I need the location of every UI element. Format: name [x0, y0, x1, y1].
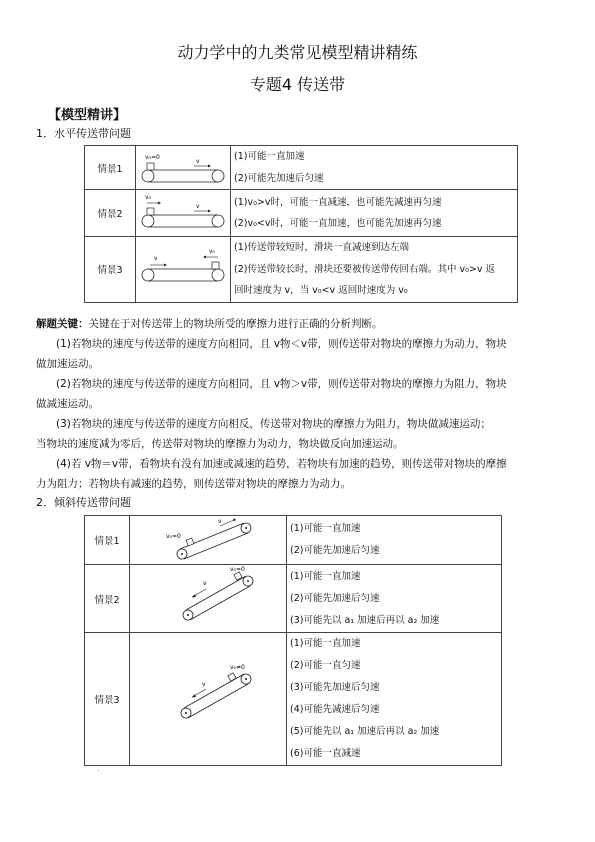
fig-label-v0: v₀ [209, 248, 215, 256]
document-title: 动力学中的九类常见模型精讲精练 [177, 43, 418, 62]
analysis-paragraph: (4)若 v物＝v带，看物块有没有加速或减速的趋势，若物块有加速的趋势，则传送带对物块的摩擦 [56, 458, 507, 470]
belt-figure [130, 565, 287, 633]
fig-label-v: v [196, 203, 200, 210]
fig-label-v: v [154, 255, 158, 263]
belt-figure [130, 516, 287, 565]
scenario-line: (1)v₀>v时，可能一直减速，也可能先减速再匀速 [234, 196, 442, 208]
fig-label-v0: v₀=0 [230, 566, 245, 573]
analysis-intro: 解题关键：关键在于对传送带上的物块所受的摩擦力进行正确的分析判断。 [36, 318, 383, 330]
fig-label-v0: v₀ [145, 194, 151, 201]
inclined-heading: 2．倾斜传送带问题 [36, 496, 131, 509]
document-subtitle: 专题4 传送带 [249, 75, 346, 94]
analysis-paragraph: (1)若物块的速度与传送带的速度方向相同，且 v物＜v带，则传送带对物块的摩擦力为动力，物块 [56, 338, 507, 350]
analysis-paragraph: (3)若物块的速度与传送带的速度方向相反，传送带对物块的摩擦力为阻力，物块做减速运动； [56, 418, 491, 430]
scenario-line: (1)可能一直加速 [234, 151, 305, 162]
scenario-label: 情景2 [85, 565, 130, 633]
table-row [85, 190, 518, 237]
scenario-line: (1)可能一直加速 [290, 638, 361, 649]
scenario-label: 情景3 [85, 237, 136, 303]
scenario-line: (5)可能先以 a₁ 加速后再以 a₂ 加速 [290, 726, 440, 737]
analysis-paragraph: (2)若物块的速度与传送带的速度方向相同，且 v物＞v带，则传送带对物块的摩擦力为阻力，物块 [56, 378, 507, 390]
belt-figure [136, 237, 231, 303]
analysis-paragraph: 当物块的速度减为零后，传送带对物块的摩擦力为动力，物块做反向加速运动。 [36, 438, 404, 450]
scenario-line: (3)可能先加速后匀速 [290, 682, 380, 693]
analysis-paragraph: 力为阻力；若物块有减速的趋势，则传送带对物块的摩擦力为动力。 [36, 478, 351, 490]
scenario-line: (2)可能先加速后匀速 [234, 172, 324, 184]
table-row [85, 633, 502, 766]
fig-label-v0: v₀=0 [145, 154, 160, 161]
fig-label-v: v [202, 681, 206, 688]
section-heading: 【模型精讲】 [48, 108, 127, 123]
inclined-belt-table [84, 515, 502, 766]
scenario-line: (1)传送带较短时，滑块一直减速到达左端 [234, 242, 409, 253]
scenario-line: (3)可能先以 a₁ 加速后再以 a₂ 加速 [290, 614, 440, 626]
scenario-label: 情景1 [85, 516, 130, 565]
scenario-line: (1)可能一直加速 [290, 523, 361, 534]
scenario-line: (6)可能一直减速 [290, 748, 361, 759]
scenario-line: 回时速度为 v，当 v₀<v 返回时速度为 v₀ [234, 285, 408, 296]
scenario-label: 情景3 [85, 633, 130, 766]
belt-figure [136, 146, 231, 190]
scenario-line: (2)v₀<v时，可能一直加速，也可能先加速再匀速 [234, 218, 442, 229]
fig-label-v: v [218, 518, 222, 525]
scenario-line: (2)可能先加速后匀速 [290, 545, 380, 556]
scenario-line: (2)可能一直匀速 [290, 660, 361, 671]
table-row [85, 516, 502, 565]
scenario-line: (4)可能先减速后匀速 [290, 704, 380, 715]
fig-label-v0: v₀=0 [166, 533, 181, 540]
scenario-line: (2)可能先加速后匀速 [290, 592, 380, 604]
fig-label-v: v [203, 580, 207, 587]
table-row [85, 565, 502, 633]
scenario-line: (2)传送带较长时，滑块还要被传送带传回右端。其中 v₀>v 返 [234, 263, 496, 275]
horizontal-belt-table [84, 145, 518, 303]
table-row [85, 237, 518, 303]
belt-figure [136, 190, 231, 237]
fig-label-v0: v₀≠0 [230, 664, 245, 671]
fig-label-v: v [196, 158, 200, 165]
belt-figure [130, 633, 287, 766]
analysis-paragraph: 做减速运动。 [36, 398, 99, 410]
table-row [85, 146, 518, 190]
scenario-line: (1)可能一直加速 [290, 570, 361, 582]
horizontal-heading: 1．水平传送带问题 [36, 127, 131, 140]
scenario-label: 情景1 [85, 146, 136, 190]
analysis-paragraph: 做加速运动。 [36, 358, 99, 370]
scenario-label: 情景2 [85, 190, 136, 237]
stray-mark [98, 770, 99, 771]
